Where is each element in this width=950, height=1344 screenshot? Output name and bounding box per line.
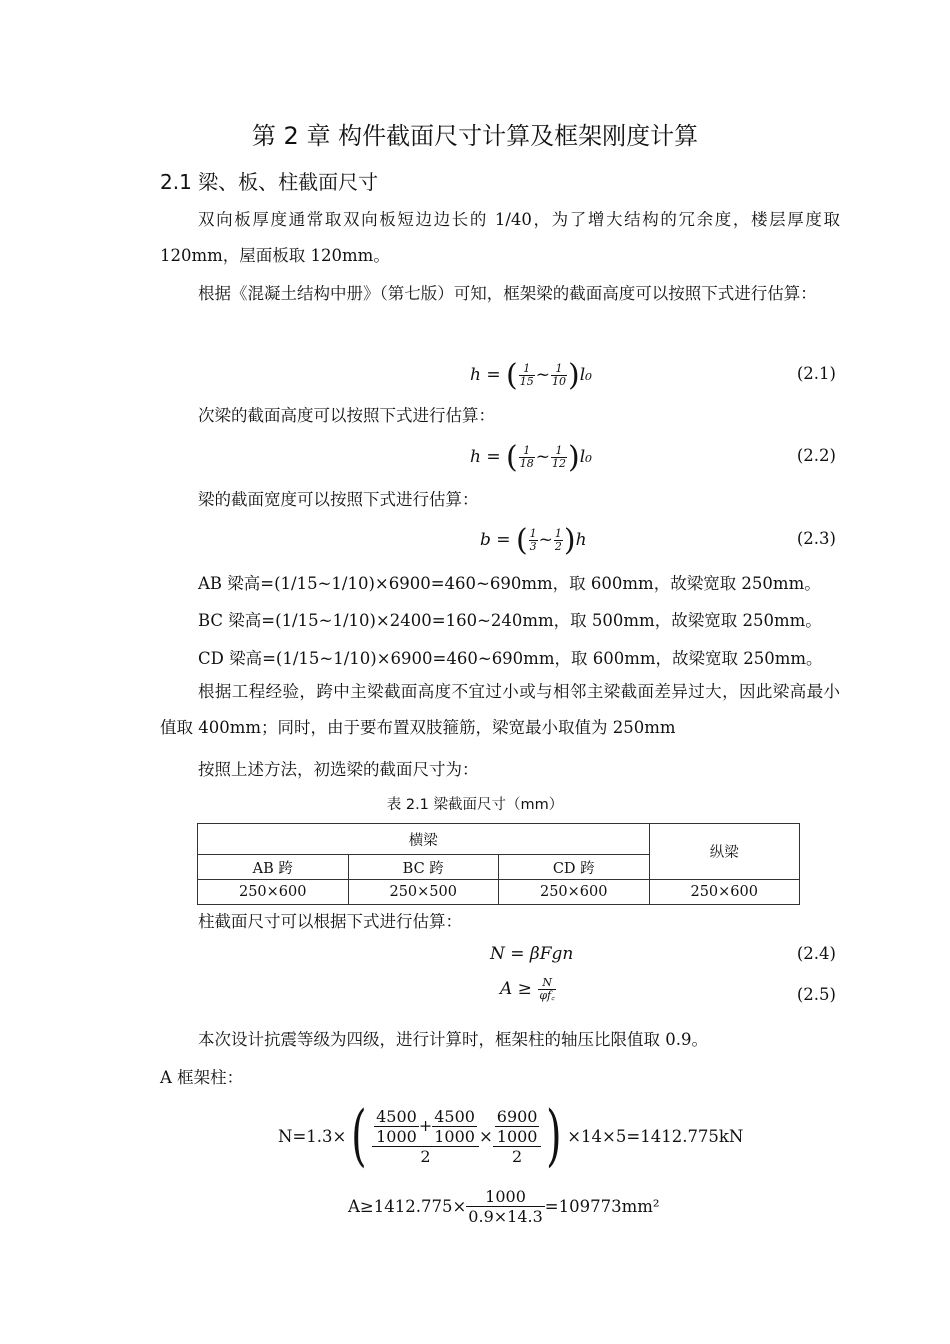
paragraph-column-estimate: 柱截面尺寸可以根据下式进行估算： xyxy=(198,912,462,931)
paragraph-seismic-grade: 本次设计抗震等级为四级，进行计算时，框架柱的轴压比限值取 0.9。 xyxy=(198,1030,708,1049)
calc-bc-beam: BC 梁高=(1/15~1/10)×2400=160~240mm，取 500mm，故梁宽取 250mm。 xyxy=(198,611,822,630)
table-cell: 250×600 xyxy=(649,880,800,905)
calc-area: A≥1412.775× $\frac{1000}{0.9\times 14.3}$ =109773mm² xyxy=(348,1186,660,1226)
paragraph-beam-width: 梁的截面宽度可以按照下式进行估算： xyxy=(198,490,479,509)
chapter-title: 第 2 章 构件截面尺寸计算及框架刚度计算 xyxy=(251,122,699,150)
header-transverse-beam: 横梁 xyxy=(198,824,650,855)
paragraph-slab-thickness: 双向板厚度通常取双向板短边边长的 1/40，为了增大结构的冗余度，楼层厚度取 120mm，屋面板取 120mm。 xyxy=(160,210,840,265)
label-a-column: A 框架柱： xyxy=(160,1068,244,1087)
header-cd-span: CD 跨 xyxy=(499,855,650,880)
table-row xyxy=(198,880,800,905)
equation-number: (2.3) xyxy=(796,529,836,548)
header-longitudinal-beam: 纵梁 xyxy=(649,824,800,880)
paragraph-beam-height-intro: 根据《混凝土结构中册》（第七版）可知，框架梁的截面高度可以按照下式进行估算： xyxy=(198,284,817,303)
equation-number: (2.1) xyxy=(796,364,836,383)
calc-cd-beam: CD 梁高=(1/15~1/10)×6900=460~690mm，取 600mm，故梁宽取 250mm。 xyxy=(198,649,823,668)
paragraph-method: 按照上述方法，初选梁的截面尺寸为： xyxy=(198,760,479,779)
calc-axial-force: N=1.3× ( $\frac{4500}{1000}$ + $\frac{4500}{1000}$ 2 × $\frac{\frac{6900}{1000}}{2}$ ) ×14×5=1412.775kN xyxy=(278,1097,744,1174)
equation-number: (2.4) xyxy=(796,944,836,963)
table-cell: 250×600 xyxy=(499,880,650,905)
equation-number: (2.5) xyxy=(796,985,836,1004)
paragraph-engineering-experience: 根据工程经验，跨中主梁截面高度不宜过小或与相邻主梁截面差异过大，因此梁高最小值取 400mm；同时，由于要布置双肢箍筋，梁宽最小取值为 250mm xyxy=(160,682,840,737)
equation-number: (2.2) xyxy=(796,446,836,465)
paragraph-secondary-beam: 次梁的截面高度可以按照下式进行估算： xyxy=(198,406,495,425)
table-cell: 250×600 xyxy=(198,880,349,905)
calc-ab-beam: AB 梁高=(1/15~1/10)×6900=460~690mm，取 600mm，故梁宽取 250mm。 xyxy=(198,574,821,593)
beam-size-table xyxy=(197,823,800,905)
table-cell: 250×500 xyxy=(348,880,499,905)
header-bc-span: BC 跨 xyxy=(348,855,499,880)
section-title: 2.1 梁、板、柱截面尺寸 xyxy=(160,170,379,194)
table-caption: 表 2.1 梁截面尺寸（mm） xyxy=(386,797,564,813)
header-ab-span: AB 跨 xyxy=(198,855,349,880)
